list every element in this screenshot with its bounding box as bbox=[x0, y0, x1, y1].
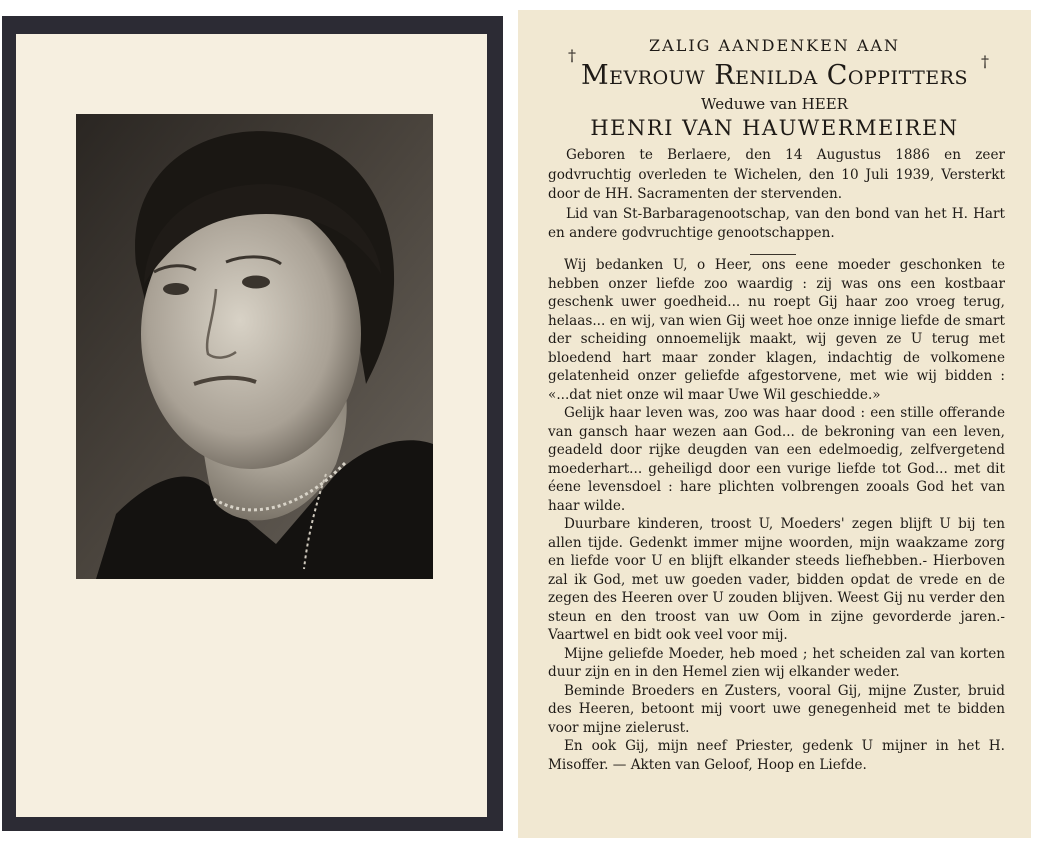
portrait-card bbox=[2, 16, 503, 831]
husband-name: HENRI VAN HAUWERMEIREN bbox=[590, 116, 959, 140]
section-divider bbox=[750, 254, 796, 255]
paragraph-mother: Mijne geliefde Moeder, heb moed ; het scheiden zal van korten duur zijn en in den Hemel zien wij elkander weder. bbox=[548, 645, 1005, 680]
paragraph-thanks: Wij bedanken U, o Heer, ons eene moeder geschonken te hebben onzer liefde zoo waardig : zij was ons een kostbaar geschenk uwer goedheid... nu roept Gij haar zoo vroeg terug, helaas... en wij, van wien Gij weet hoe onze innige liefde de smart der scheiding onnoemelijk maakt, wij geven ze U terug met bloedend hart maar zonder klagen, indachtig de volkomene gelatenheid onzer geliefde afgestorvene, met wie wij bidden : «...dat niet onze wil maar Uwe Wil geschiedde.» bbox=[548, 257, 1005, 403]
memorial-text-card bbox=[518, 10, 1031, 838]
deceased-name: Mevrouw Renilda Coppitters bbox=[581, 60, 968, 91]
paragraph-priest: En ook Gij, mijn neef Priester, gedenk U mijner in het H. Misoffer. — Akten van Geloof, Hoop en Liefde. bbox=[548, 738, 1005, 773]
portrait-card-paper bbox=[16, 34, 487, 817]
portrait-photo bbox=[76, 114, 433, 579]
heading-zalig-aandenken: ZALIG AANDENKEN AAN bbox=[649, 36, 900, 55]
prayer-text bbox=[548, 256, 1005, 774]
intro-section bbox=[548, 146, 1005, 244]
cross-icon-left: † bbox=[568, 46, 576, 65]
paragraph-children: Duurbare kinderen, troost U, Moeders' zegen blijft U bij ten allen tijde. Gedenkt immer mijne woorden, mijn waakzame zorg en liefde voor U en blijft elkander steeds liefhebben.- Hierboven zal ik God, met uw goeden vader, bidden opdat de vrede en de zegen des Heeren over U zouden blijven. Weest Gij nu verder den steun en den troost van uw Oom in zijne gevorderde jaren.- Vaartwel en bidt ook veel voor mij. bbox=[548, 516, 1005, 643]
widow-of-label: Weduwe van HEER bbox=[701, 95, 848, 113]
paragraph-life-death: Gelijk haar leven was, zoo was haar dood : een stille offerande van gansch haar wezen aan God... de bekroning van een leven, geadeld door rijke deugden van een edelmoedig, zelfvergetend moederhart... geheiligd door een vurige liefde tot God... met dit éene levensdoel : hare plichten volbrengen zooals God het van haar wilde. bbox=[548, 405, 1005, 514]
cross-icon-right: † bbox=[981, 52, 989, 71]
paragraph-siblings: Beminde Broeders en Zusters, vooral Gij, mijne Zuster, bruid des Heeren, betoont mij voort uwe genegenheid met te bidden voor mijne zielerust. bbox=[548, 682, 1005, 736]
birth-death-paragraph: Geboren te Berlaere, den 14 Augustus 1886 en zeer godvruchtig overleden te Wichelen, den 10 Juli 1939, Versterkt door de HH. Sacramenten der stervenden. bbox=[548, 147, 1005, 202]
membership-paragraph: Lid van St-Barbaragenootschap, van den bond van het H. Hart en andere godvruchtige genootschappen. bbox=[548, 205, 1005, 241]
